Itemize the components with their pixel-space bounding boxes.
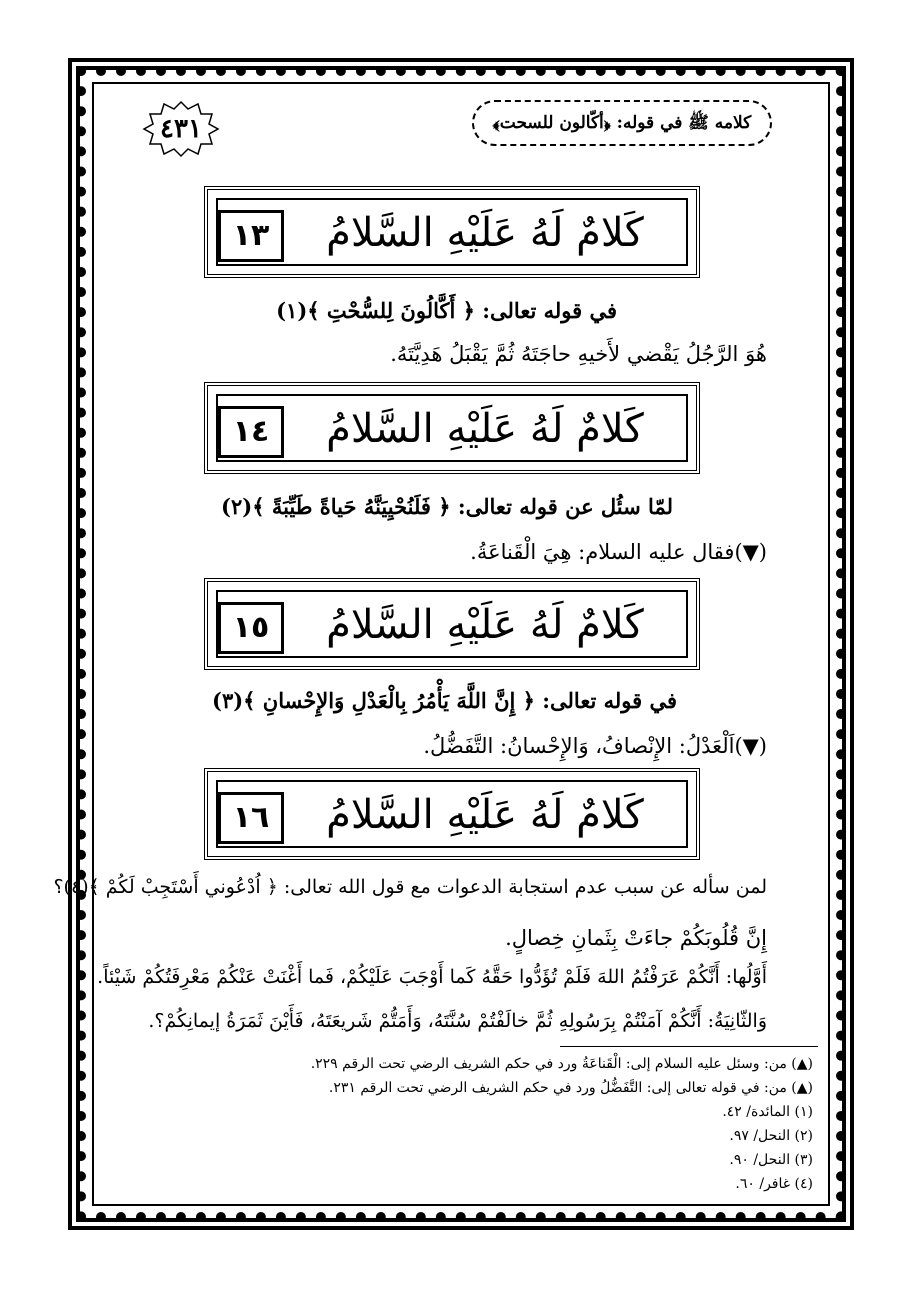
section-title: كَلامٌ لَهُ عَلَيْهِ السَّلامُ <box>326 210 644 256</box>
footnote: (▲) من: وسئل عليه السلام إلى: الْقَناعَةُ ورد في حكم الشريف الرضي تحت الرقم ٢٢٩. <box>310 1056 813 1072</box>
section-title: كَلامٌ لَهُ عَلَيْهِ السَّلامُ <box>326 792 644 838</box>
section-number: ١٦ <box>218 792 284 844</box>
footnote: (٤) غافر/ ٦٠. <box>735 1176 813 1192</box>
footnote-divider <box>560 1046 818 1047</box>
section-number: ١٣ <box>218 210 284 262</box>
text-line: (▼)اَلْعَدْلُ: الإِنْصافُ، وَالإِحْسانُ: التَّفَضُّلُ. <box>423 734 767 758</box>
footnote: (١) المائدة/ ٤٢. <box>722 1104 813 1120</box>
running-head: كلامه ﷺ في قوله: ﴿أكّالون للسحت﴾ <box>472 100 772 146</box>
footnote: (▲) من: في قوله تعالى إلى: التَّفَضُّلُ ورد في حكم الشريف الرضي تحت الرقم ٢٣١. <box>328 1080 813 1096</box>
text-line: أَوَّلُها: أَنَّكُمْ عَرَفْتُمُ اللهَ فَلَمْ تُؤَدُّوا حَقَّهُ كَما أَوْجَبَ عَلَيْكُمْ، فَما أَغْنَتْ عَنْكُمْ مَعْرِفَتُكُمْ شَيْئاً. <box>97 966 767 988</box>
text-line: لمّا سئُل عن قوله تعالى: ﴿ فَلَنُحْيِيَنَّهُ حَياةً طَيِّبَةً ﴾(٢) <box>221 494 673 519</box>
section-banner-14 <box>204 382 700 474</box>
text-line: في قوله تعالى: ﴿ إِنَّ اللَّهَ يَأْمُرُ بِالْعَدْلِ وَالإِحْسانِ ﴾(٣) <box>212 688 677 713</box>
section-banner-16 <box>204 768 700 860</box>
page-number-badge <box>142 100 220 158</box>
text-line: (▼)فقال عليه السلام: هِيَ الْقَناعَةُ. <box>470 540 767 564</box>
section-number: ١٤ <box>218 406 284 458</box>
text-line: وَالثّانِيَةُ: أَنَّكُمْ آمَنْتُمْ بِرَسُولِهِ ثُمَّ خالَفْتُمْ سُنَّتَهُ، وَأَمَتُّمْ شَريعَتَهُ، فَأَيْنَ ثَمَرَةُ إيمانِكُمْ؟. <box>148 1010 767 1032</box>
section-banner-15 <box>204 578 700 670</box>
text-line: إِنَّ قُلُوبَكُمْ جاءَتْ بِثَمانِ خِصالٍ. <box>505 926 767 950</box>
footnote: (٣) النحل/ ٩٠. <box>729 1152 813 1168</box>
text-line: لمن سأله عن سبب عدم استجابة الدعوات مع قول الله تعالى: ﴿ اُدْعُوني أَسْتَجِبْ لَكُمْ ﴾(٤)؟ <box>53 876 767 898</box>
footnote: (٢) النحل/ ٩٧. <box>729 1128 813 1144</box>
section-title: كَلامٌ لَهُ عَلَيْهِ السَّلامُ <box>326 406 644 452</box>
text-line: في قوله تعالى: ﴿ أَكَّالُونَ لِلسُّحْتِ ﴾(١) <box>276 298 617 323</box>
page-number: ٤٣١ <box>160 114 202 144</box>
section-title: كَلامٌ لَهُ عَلَيْهِ السَّلامُ <box>326 602 644 648</box>
section-banner-13 <box>204 186 700 278</box>
text-line: هُوَ الرَّجُلُ يَقْضي لأَخيهِ حاجَتَهُ ثُمَّ يَقْبَلُ هَدِيَّتَهُ. <box>390 342 767 366</box>
section-number: ١٥ <box>218 602 284 654</box>
